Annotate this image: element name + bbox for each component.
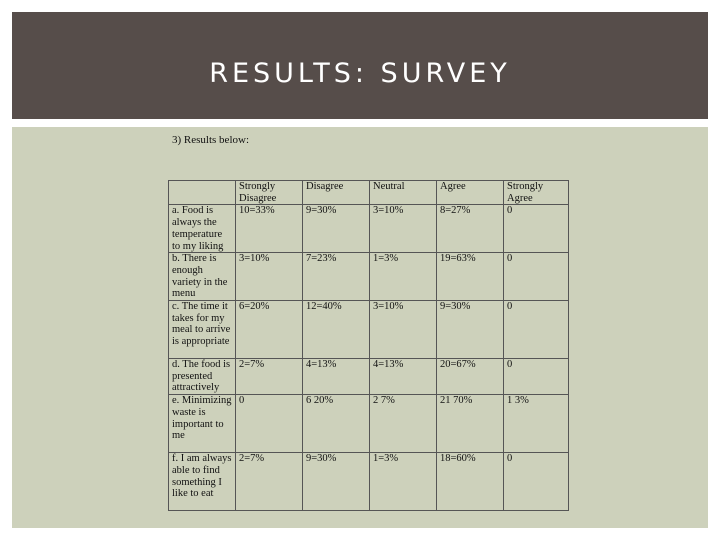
value-cell: 3=10% <box>370 301 437 359</box>
value-cell: 7=23% <box>303 253 370 301</box>
table-header-row <box>169 181 569 205</box>
value-cell: 10=33% <box>236 205 303 253</box>
value-cell: 20=67% <box>437 359 504 395</box>
value-cell: 4=13% <box>303 359 370 395</box>
table-row <box>169 253 569 301</box>
value-cell: 0 <box>236 395 303 453</box>
table-row <box>169 301 569 359</box>
value-cell: 12=40% <box>303 301 370 359</box>
intro-text: 3) Results below: <box>172 134 249 146</box>
value-cell: 6=20% <box>236 301 303 359</box>
value-cell: 1=3% <box>370 453 437 511</box>
value-cell: 2 7% <box>370 395 437 453</box>
slide-title: RESULTS: SURVEY <box>209 58 511 89</box>
value-cell: 9=30% <box>303 205 370 253</box>
value-cell: 19=63% <box>437 253 504 301</box>
value-cell: 18=60% <box>437 453 504 511</box>
value-cell: 0 <box>504 253 569 301</box>
value-cell: 0 <box>504 359 569 395</box>
value-cell: 0 <box>504 301 569 359</box>
value-cell: 4=13% <box>370 359 437 395</box>
table-row <box>169 205 569 253</box>
header-cell: Strongly Agree <box>504 181 569 205</box>
value-cell: 1=3% <box>370 253 437 301</box>
question-cell: d. The food is presented attractively <box>169 359 236 395</box>
value-cell: 9=30% <box>303 453 370 511</box>
question-cell: f. I am always able to find something I like to eat <box>169 453 236 511</box>
value-cell: 2=7% <box>236 453 303 511</box>
question-cell: a. Food is always the temperature to my liking <box>169 205 236 253</box>
table-row <box>169 359 569 395</box>
value-cell: 21 70% <box>437 395 504 453</box>
title-bar <box>12 12 708 119</box>
header-cell: Disagree <box>303 181 370 205</box>
survey-results-table <box>168 180 569 511</box>
table-row <box>169 395 569 453</box>
value-cell: 3=10% <box>236 253 303 301</box>
value-cell: 0 <box>504 453 569 511</box>
value-cell: 1 3% <box>504 395 569 453</box>
value-cell: 9=30% <box>437 301 504 359</box>
value-cell: 2=7% <box>236 359 303 395</box>
value-cell: 6 20% <box>303 395 370 453</box>
question-cell: e. Minimizing waste is important to me <box>169 395 236 453</box>
question-cell: b. There is enough variety in the menu <box>169 253 236 301</box>
header-cell: Strongly Disagree <box>236 181 303 205</box>
value-cell: 8=27% <box>437 205 504 253</box>
header-cell: Agree <box>437 181 504 205</box>
table-row <box>169 453 569 511</box>
question-cell: c. The time it takes for my meal to arrive is appropriate <box>169 301 236 359</box>
value-cell: 3=10% <box>370 205 437 253</box>
header-cell <box>169 181 236 205</box>
value-cell: 0 <box>504 205 569 253</box>
header-cell: Neutral <box>370 181 437 205</box>
